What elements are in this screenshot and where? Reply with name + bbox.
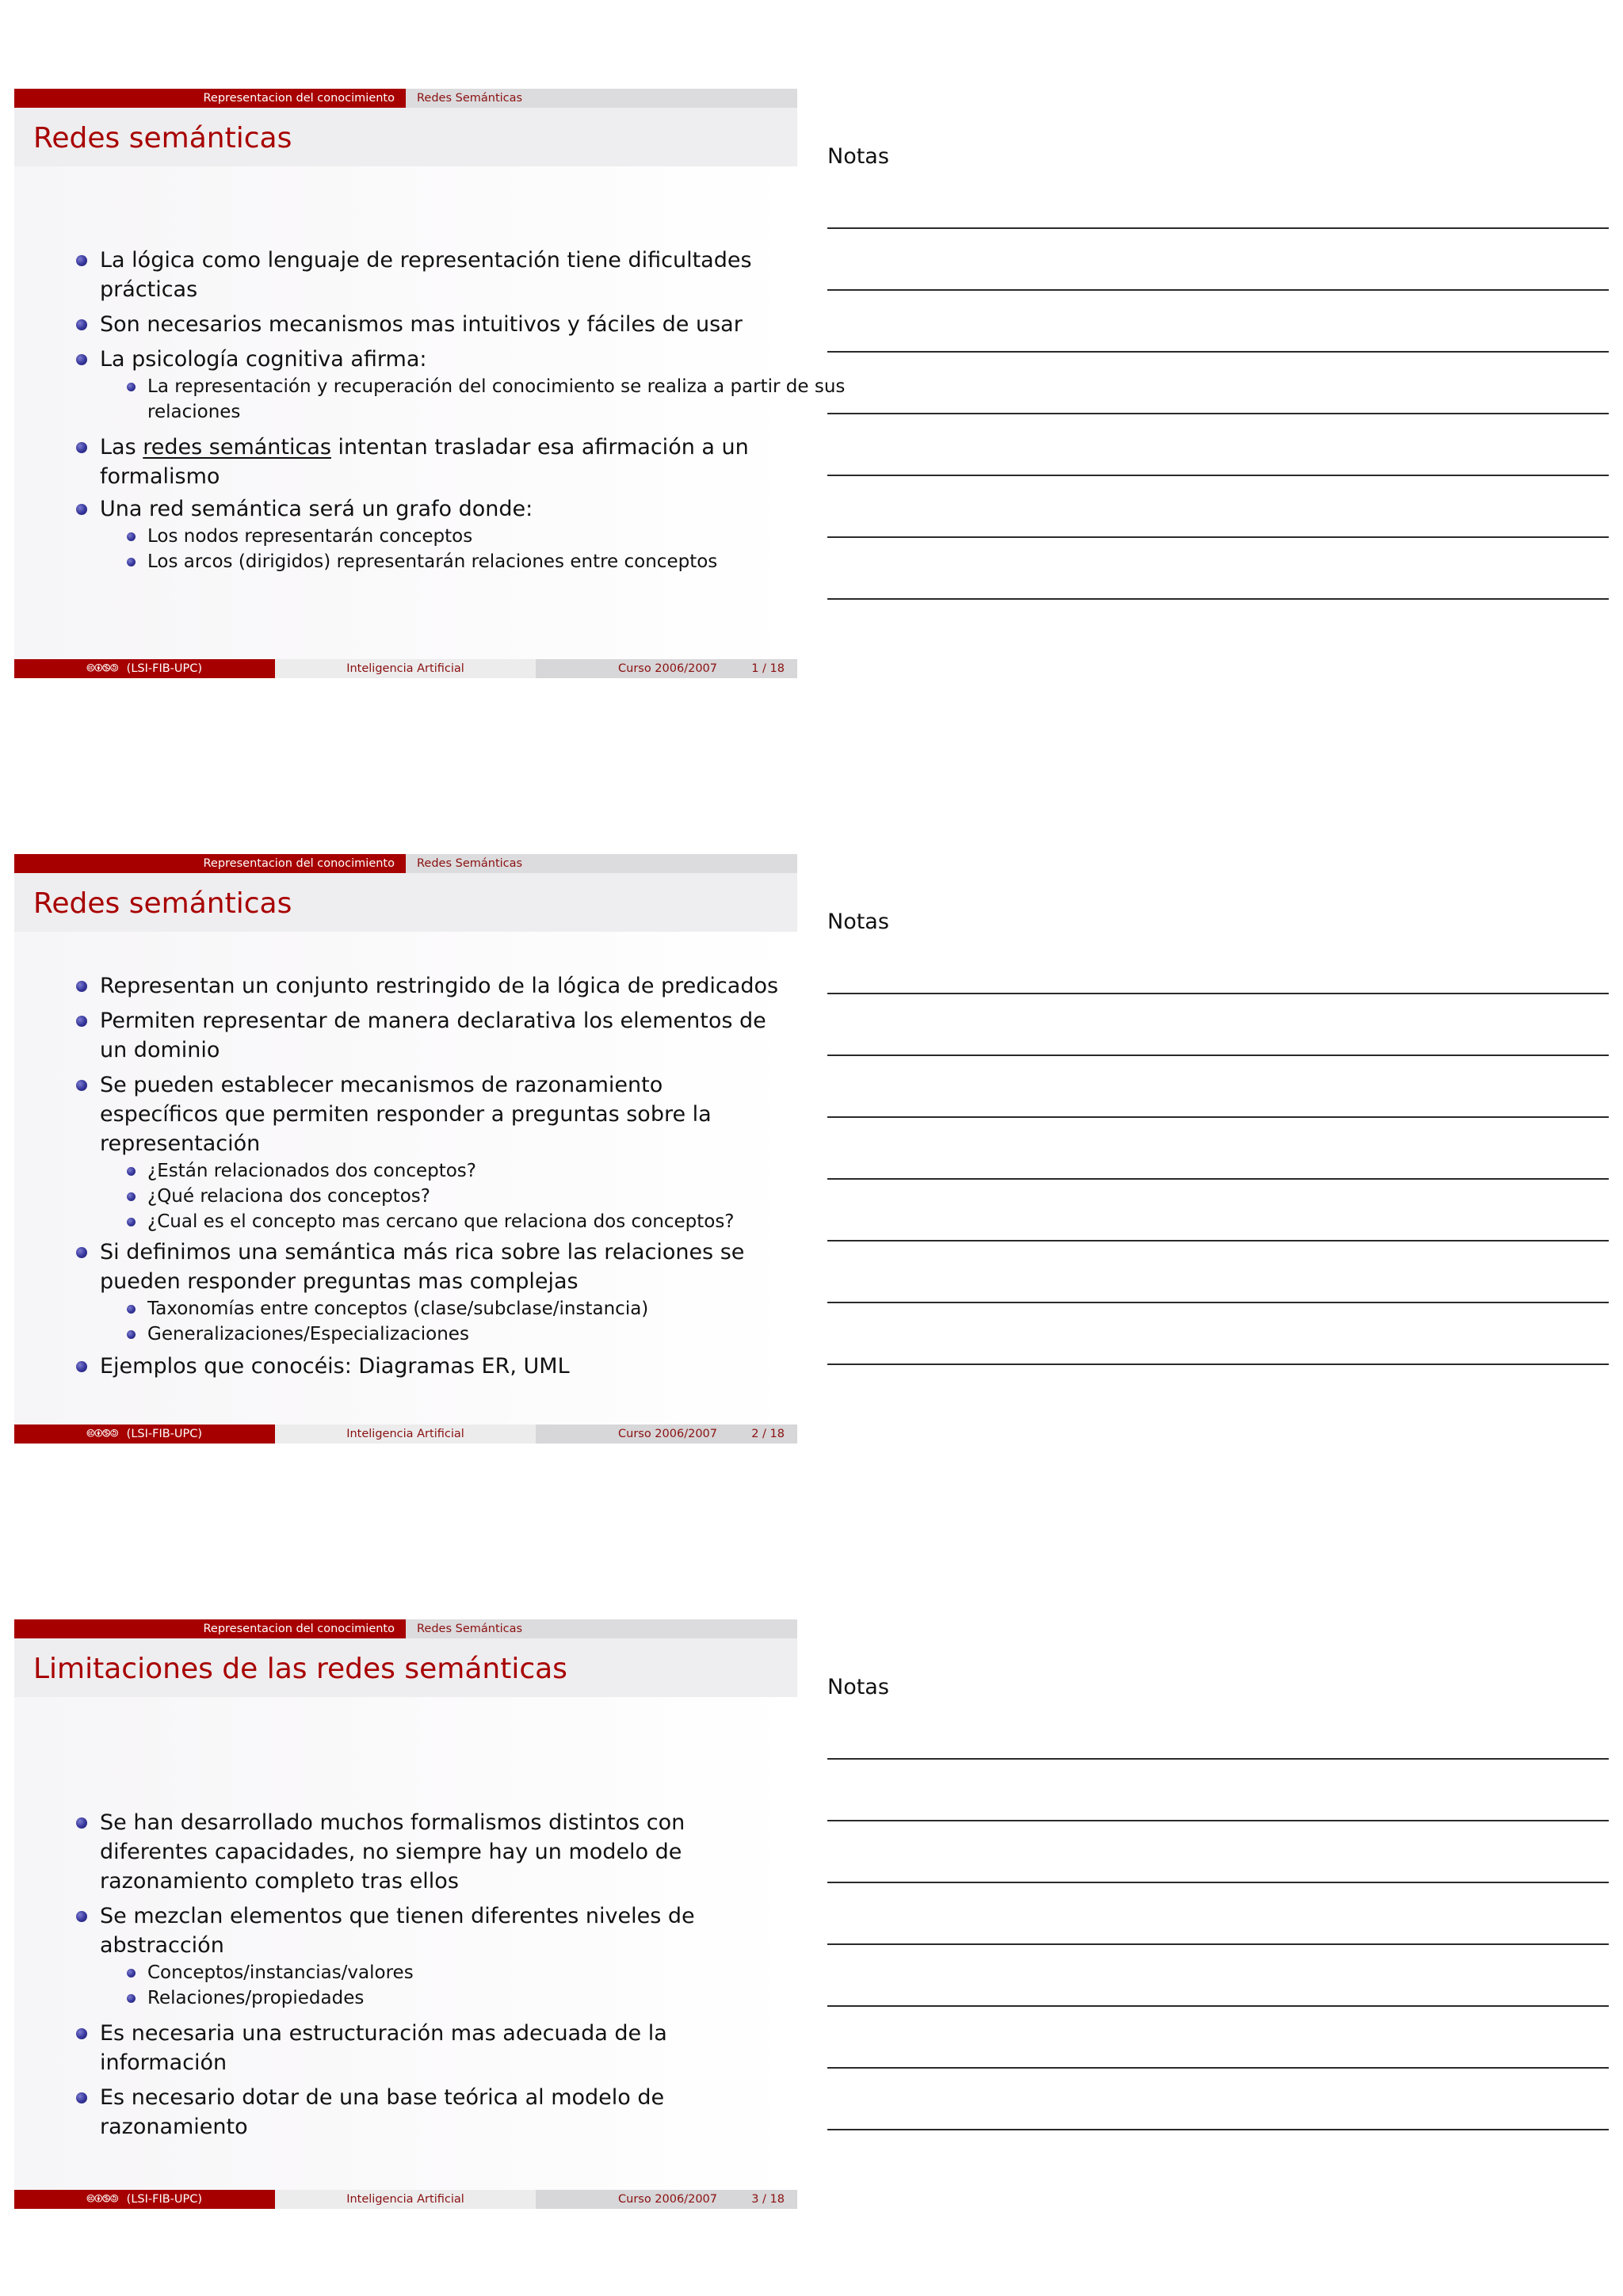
note-line xyxy=(827,413,1609,414)
bullet-item: Es necesario dotar de una base teórica al modelo de razonamiento xyxy=(63,2083,792,2142)
footer-course: Inteligencia Artificial xyxy=(275,2190,536,2209)
frame-title-bar xyxy=(14,108,797,166)
note-line xyxy=(827,1758,1609,1760)
note-line xyxy=(827,1943,1609,1945)
sub-bullet-item: ¿Están relacionados dos conceptos? xyxy=(63,1158,792,1184)
bullet-icon xyxy=(76,319,87,330)
footer-meta xyxy=(536,2190,797,2209)
sub-bullet-item: ¿Qué relaciona dos conceptos? xyxy=(63,1184,792,1209)
note-line xyxy=(827,1363,1609,1365)
footer-author: 🅭🅯🄏🄎 (LSI-FIB-UPC) xyxy=(14,1425,275,1444)
note-line xyxy=(827,1240,1609,1241)
sub-bullet-icon xyxy=(127,1969,136,1978)
footer-year: Curso 2006/2007 xyxy=(618,1428,717,1440)
note-line xyxy=(827,227,1609,229)
note-line xyxy=(827,1055,1609,1056)
footer-year: Curso 2006/2007 xyxy=(618,662,717,675)
slide-header-bar xyxy=(14,854,797,873)
note-line xyxy=(827,1882,1609,1883)
slide-body xyxy=(63,1808,792,2142)
bullet-item: Una red semántica será un grafo donde: xyxy=(63,494,792,524)
note-line xyxy=(827,2067,1609,2069)
footer-course: Inteligencia Artificial xyxy=(275,659,536,678)
sub-bullet-icon xyxy=(127,1305,136,1314)
cc-license-icon: 🅭🅯🄏🄎 xyxy=(86,2193,119,2206)
subsection-link[interactable]: Redes Semánticas xyxy=(406,1619,797,1638)
subsection-link[interactable]: Redes Semánticas xyxy=(406,89,797,108)
bullet-icon xyxy=(76,442,87,453)
sub-bullet-icon xyxy=(127,383,136,391)
sub-bullet-icon xyxy=(127,1218,136,1226)
sub-bullet-item: Conceptos/instancias/valores xyxy=(63,1960,792,1985)
sub-bullet-icon xyxy=(127,532,136,541)
note-line xyxy=(827,289,1609,291)
sub-bullet-item: Los arcos (dirigidos) representarán relaciones entre conceptos xyxy=(63,549,792,574)
section-link[interactable]: Representacion del conocimiento xyxy=(14,854,406,873)
sub-bullet-item: Los nodos representarán conceptos xyxy=(63,524,792,549)
note-line xyxy=(827,475,1609,476)
bullet-icon xyxy=(76,2028,87,2039)
note-line xyxy=(827,1302,1609,1303)
sub-bullet-item: La representación y recuperación del conocimiento se realiza a partir de sus relaciones xyxy=(63,374,853,425)
footer-meta xyxy=(536,1425,797,1444)
bullet-item: La psicología cognitiva afirma: xyxy=(63,345,792,374)
sub-bullet-icon xyxy=(127,1192,136,1201)
slide-header-bar xyxy=(14,1619,797,1638)
sub-bullet-icon xyxy=(127,1994,136,2003)
bullet-icon xyxy=(76,354,87,365)
slide-2 xyxy=(14,854,797,1444)
bullet-item: Son necesarios mecanismos mas intuitivos y fáciles de usar xyxy=(63,310,792,339)
bullet-icon xyxy=(76,2092,87,2103)
note-line xyxy=(827,351,1609,353)
handout-page-1 xyxy=(0,0,1623,765)
section-link[interactable]: Representacion del conocimiento xyxy=(14,89,406,108)
footer-year: Curso 2006/2007 xyxy=(618,2193,717,2206)
notes-label: Notas xyxy=(827,144,889,169)
note-line xyxy=(827,2005,1609,2007)
slide-title: Redes semánticas xyxy=(33,887,292,920)
bullet-item: Las redes semánticas intentan trasladar esa afirmación a un formalismo xyxy=(63,433,792,491)
footer-meta xyxy=(536,659,797,678)
bullet-icon xyxy=(76,1817,87,1829)
slide-3 xyxy=(14,1619,797,2209)
bullet-item: Permiten representar de manera declarativa los elementos de un dominio xyxy=(63,1006,781,1065)
bullet-icon xyxy=(76,1247,87,1258)
bullet-item: La lógica como lenguaje de representación tiene dificultades prácticas xyxy=(63,246,792,304)
handout-page-2 xyxy=(0,765,1623,1531)
slide-body xyxy=(63,246,846,574)
slide-footer-bar xyxy=(14,659,797,678)
sub-bullet-icon xyxy=(127,1167,136,1176)
page-number: 3 / 18 xyxy=(751,2193,785,2206)
slide-footer-bar xyxy=(14,1425,797,1444)
cc-license-icon: 🅭🅯🄏🄎 xyxy=(86,1428,119,1440)
bullet-item: Ejemplos que conocéis: Diagramas ER, UML xyxy=(63,1352,792,1381)
note-line xyxy=(827,1116,1609,1118)
bullet-icon xyxy=(76,504,87,515)
sub-bullet-item: Taxonomías entre conceptos (clase/subclase/instancia) xyxy=(63,1296,792,1322)
footer-author: 🅭🅯🄏🄎 (LSI-FIB-UPC) xyxy=(14,659,275,678)
slide-1 xyxy=(14,89,846,678)
emphasized-term: redes semánticas xyxy=(143,435,331,460)
cc-license-icon: 🅭🅯🄏🄎 xyxy=(86,662,119,675)
bullet-icon xyxy=(76,1361,87,1372)
bullet-icon xyxy=(76,1080,87,1091)
bullet-item: Se han desarrollado muchos formalismos distintos con diferentes capacidades, no siempre hay un modelo de razonamiento completo tras ellos xyxy=(63,1808,781,1896)
bullet-item: Representan un conjunto restringido de la lógica de predicados xyxy=(63,971,792,1001)
page-number: 1 / 18 xyxy=(751,662,785,675)
page-number: 2 / 18 xyxy=(751,1428,785,1440)
bullet-item: Se mezclan elementos que tienen diferentes niveles de abstracción xyxy=(63,1901,792,1960)
notes-label: Notas xyxy=(827,910,889,934)
handout-page-3 xyxy=(0,1531,1623,2296)
slide-footer-bar xyxy=(14,2190,797,2209)
sub-bullet-item: Relaciones/propiedades xyxy=(63,1985,792,2011)
subsection-link[interactable]: Redes Semánticas xyxy=(406,854,797,873)
slide-body xyxy=(63,971,792,1381)
bullet-icon xyxy=(76,1016,87,1027)
slide-title: Limitaciones de las redes semánticas xyxy=(33,1653,567,1685)
note-line xyxy=(827,1820,1609,1821)
footer-course: Inteligencia Artificial xyxy=(275,1425,536,1444)
note-line xyxy=(827,536,1609,538)
sub-bullet-item: Generalizaciones/Especializaciones xyxy=(63,1322,792,1347)
note-line xyxy=(827,598,1609,600)
sub-bullet-icon xyxy=(127,1330,136,1339)
frame-title-bar xyxy=(14,1638,797,1697)
note-line xyxy=(827,2129,1609,2130)
bullet-icon xyxy=(76,255,87,266)
note-line xyxy=(827,1178,1609,1180)
frame-title-bar xyxy=(14,873,797,932)
sub-bullet-item: ¿Cual es el concepto mas cercano que relaciona dos conceptos? xyxy=(63,1209,792,1234)
slide-title: Redes semánticas xyxy=(33,122,292,154)
bullet-item: Si definimos una semántica más rica sobre las relaciones se pueden responder preguntas mas complejas xyxy=(63,1238,781,1296)
bullet-icon xyxy=(76,1911,87,1922)
bullet-item: Es necesaria una estructuración mas adecuada de la información xyxy=(63,2019,792,2077)
sub-bullet-icon xyxy=(127,558,136,566)
section-link[interactable]: Representacion del conocimiento xyxy=(14,1619,406,1638)
bullet-item: Se pueden establecer mecanismos de razonamiento específicos que permiten responder a preguntas sobre la representación xyxy=(63,1070,781,1158)
footer-author: 🅭🅯🄏🄎 (LSI-FIB-UPC) xyxy=(14,2190,275,2209)
note-line xyxy=(827,993,1609,994)
bullet-icon xyxy=(76,981,87,992)
slide-header-bar xyxy=(14,89,797,108)
notes-label: Notas xyxy=(827,1675,889,1699)
